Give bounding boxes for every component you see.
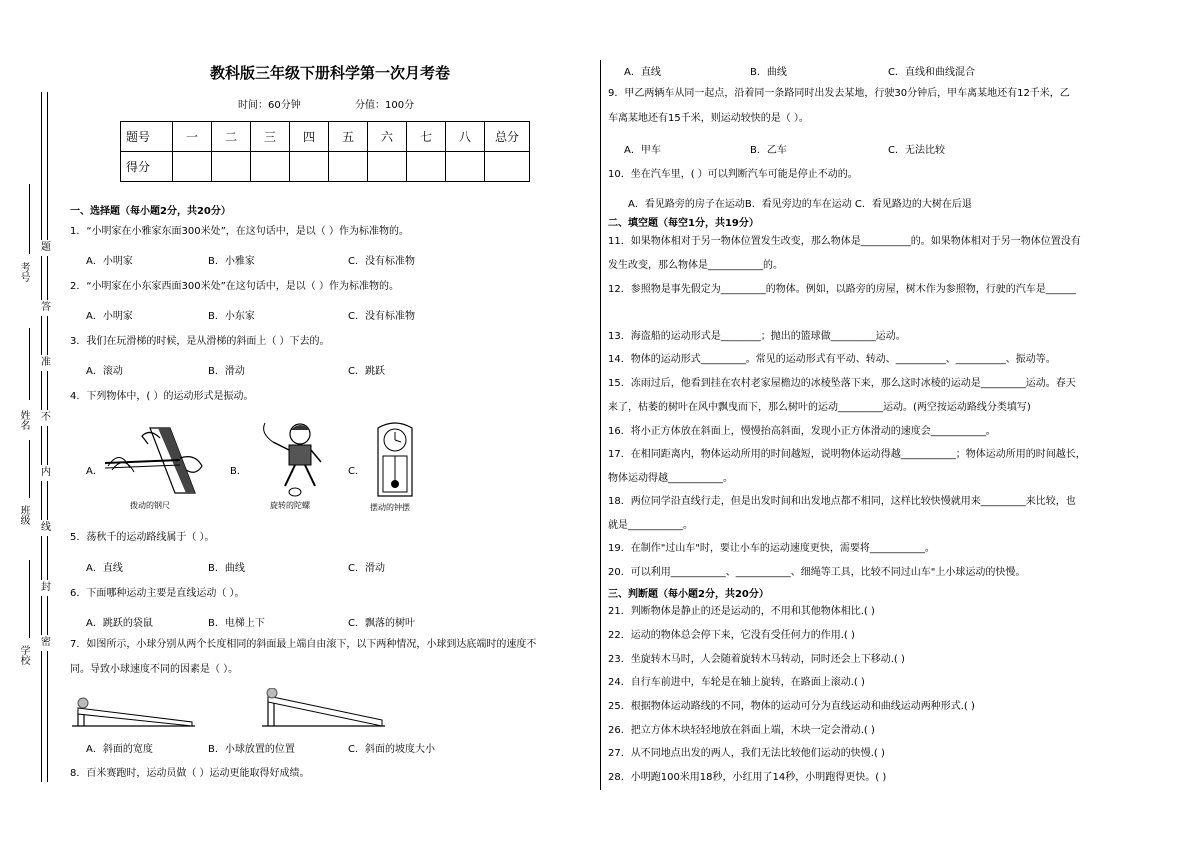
option: C．跳跃 [348,366,385,377]
score-cell[interactable] [173,152,212,182]
option: C．无法比较 [888,145,945,156]
option: A．小明家 [86,256,133,267]
question-7-line-1: 7．如图所示，小球分别从两个长度相同的斜面最上端自由滚下，以下两种情况，小球到达底端时的速度不 [70,639,537,650]
option: A．直线 [624,67,661,78]
question-11-line-1: 11．如果物体相对于另一物体位置发生改变，那么物体是__________的。如果物体相对于另一物体位置没有 [608,236,1081,247]
score-header-cell: 二 [212,122,251,152]
seal-char: 题 [41,240,51,256]
label-school: 学校 [18,645,29,665]
margin-rule-inner [47,92,48,782]
caption: 摆动的钟摆 [370,503,410,512]
seal-char: 线 [41,520,51,536]
score-header-cell: 一 [173,122,212,152]
score-cell[interactable] [212,152,251,182]
seal-char: 答 [41,300,51,316]
section-heading-choice: 一、选择题（每小题2分，共20分） [70,206,231,217]
seal-char: 准 [41,355,51,371]
option: A．滚动 [86,366,123,377]
spinning-top-illustration [255,418,335,498]
margin-rule-outer [41,92,42,782]
label-exam-number: 考号 [18,262,29,282]
question-15-line-1: 15．冻雨过后，他看到挂在农村老家屋檐边的冰棱坠落下来，那么这时冰棱的运动是_________运动。春天 [608,378,1076,389]
score-cell[interactable] [329,152,368,182]
score-cell[interactable] [290,152,329,182]
question-26: 26．把立方体木块轻轻地放在斜面上端，木块一定会滑动.( ) [608,725,875,736]
score-cell[interactable] [251,152,290,182]
option: A．跳跃的袋鼠 [86,618,153,629]
question-10-options: A．看见路旁的房子在运动B．看见旁边的车在运动 C．看见路边的大树在后退 [628,199,972,210]
option: C．滑动 [348,563,385,574]
option: A．小明家 [86,311,133,322]
question-14: 14．物体的运动形式_________。常见的运动形式有平动、转动、__________、__________、振动等。 [608,354,1056,365]
steel-ruler-illustration [100,418,210,498]
seal-char: 不 [41,410,51,426]
option: B．小东家 [208,311,255,322]
score-table-header [121,122,530,152]
question-20: 20．可以利用___________、___________、细绳等工具，比较不同过山车"上小球运动的快慢。 [608,567,1026,578]
option: B．电梯上下 [208,618,265,629]
question-4: 4．下列物体中，( ）的运动形式是振动。 [70,391,254,402]
question-10: 10．坐在汽车里，( ）可以判断汽车可能是停止不动的。 [608,169,858,180]
score-table-row [121,152,530,182]
question-18-line-1: 18．两位同学沿直线行走，但是出发时间和出发地点都不相同，这样比较快慢就用来_________来比较，也 [608,496,1076,507]
steep-slope-ramp-illustration [260,688,390,730]
time-limit: 时间：60分钟 [238,100,301,111]
question-28: 28．小明跑100米用18秒，小红用了14秒，小明跑得更快。( ) [608,772,887,783]
question-25: 25．根据物体运动路线的不同，物体的运动可分为直线运动和曲线运动两种形式.( ) [608,701,975,712]
label-name: 姓名 [18,410,29,430]
binding-margin [0,0,70,849]
score-header-cell: 题号 [121,122,173,152]
option: B．滑动 [208,366,245,377]
question-9-line-2: 车离某地还有15千米，则运动较快的是（ ）。 [608,113,809,124]
question-6: 6．下面哪种运动主要是直线运动（ ）。 [70,588,245,599]
question-7-line-2: 同。导致小球速度不同的因素是（ ）。 [70,664,239,675]
pendulum-clock-illustration [370,418,420,500]
question-22: 22．运动的物体总会停下来，它没有受任何力的作用.( ) [608,630,855,641]
question-18-line-2: 就是___________。 [608,520,693,531]
question-15-line-2: 来了，枯萎的树叶在风中飘曳而下，那么树叶的运动_________运动。(两空按运动路线分类填写) [608,402,1031,413]
seal-char: 封 [41,580,51,596]
question-11-line-2: 发生改变，那么物体是___________的。 [608,260,783,271]
section-heading-fill: 二、填空题（每空1分，共19分） [608,218,759,229]
question-19: 19．在制作"过山车"时，要让小车的运动速度更快，需要将___________。 [608,543,935,554]
question-13: 13．海盗船的运动形式是________；抛出的篮球做_________运动。 [608,331,906,342]
seal-char: 内 [41,465,51,481]
option: A． [86,466,103,477]
question-3: 3．我们在玩滑梯的时候，是从滑梯的斜面上（ ）下去的。 [70,336,330,347]
total-score: 分值：100分 [355,100,415,111]
question-16: 16．将小正方体放在斜面上，慢慢抬高斜面，发现小正方体滑动的速度会___________。 [608,426,996,437]
seal-char: 密 [41,635,51,651]
low-slope-ramp-illustration [70,688,200,730]
blank-school [29,560,30,638]
question-12: 12．参照物是事先假定为_________的物体。例如，以路旁的房屋，树木作为参照物，行驶的汽车是______ [608,284,1076,295]
blank-name [29,328,30,400]
option: B．小雅家 [208,256,255,267]
option: C．斜面的坡度大小 [348,744,435,755]
score-cell[interactable] [485,152,530,182]
option: B． [230,466,247,477]
score-header-cell: 六 [368,122,407,152]
question-1: 1．“小明家在小雅家东面300米处”，在这句话中，是以（ ）作为标准物的。 [70,226,409,237]
option: C．没有标准物 [348,311,415,322]
question-23: 23．坐旋转木马时，人会随着旋转木马转动，同时还会上下移动.( ) [608,654,905,665]
score-header-cell: 三 [251,122,290,152]
option: B．曲线 [750,67,787,78]
score-header-cell: 总分 [485,122,530,152]
question-21: 21．判断物体是静止的还是运动的，不用和其他物体相比.( ) [608,606,875,617]
score-header-cell: 五 [329,122,368,152]
question-17-line-2: 物体运动得越___________。 [608,473,733,484]
score-row-label: 得分 [121,152,173,182]
question-17-line-1: 17．在相同距离内，物体运动所用的时间越短，说明物体运动得越___________；物体运动所用的时间越长， [608,449,1086,460]
column-divider [600,60,601,790]
question-27: 27．从不同地点出发的两人，我们无法比较他们运动的快慢.( ) [608,748,885,759]
page-title: 教科版三年级下册科学第一次月考卷 [209,64,450,82]
label-class: 班级 [18,505,29,525]
blank-exam-number [29,184,30,254]
option: A．斜面的宽度 [86,744,153,755]
option: C．飘落的树叶 [348,618,415,629]
option: A．甲车 [624,145,661,156]
option: C．没有标准物 [348,256,415,267]
question-24: 24．自行车前进中，车轮是在轴上旋转，在路面上滚动.( ) [608,677,865,688]
question-2: 2．“小明家在小东家西面300米处”在这句话中，是以（ ）作为标准物的。 [70,281,399,292]
score-cell[interactable] [407,152,446,182]
option: C．直线和曲线混合 [888,67,975,78]
score-header-cell: 八 [446,122,485,152]
blank-class [29,440,30,498]
caption: 旋转的陀螺 [270,501,310,510]
caption: 拨动的钢尺 [130,501,170,510]
option: A．直线 [86,563,123,574]
question-5: 5．荡秋千的运动路线属于（ ）。 [70,532,215,543]
section-heading-judge: 三、判断题（每小题2分，共20分） [608,589,769,600]
option: B．乙车 [750,145,787,156]
score-cell[interactable] [446,152,485,182]
option: B．小球放置的位置 [208,744,295,755]
question-9-line-1: 9．甲乙两辆车从同一起点，沿着同一条路同时出发去某地，行驶30分钟后，甲车离某地还有12千米，乙 [608,88,1070,99]
option: B．曲线 [208,563,245,574]
score-header-cell: 七 [407,122,446,152]
score-header-cell: 四 [290,122,329,152]
score-table [120,121,530,182]
option: C． [348,466,365,477]
question-8: 8．百米赛跑时，运动员做（ ）运动更能取得好成绩。 [70,768,310,779]
score-cell[interactable] [368,152,407,182]
